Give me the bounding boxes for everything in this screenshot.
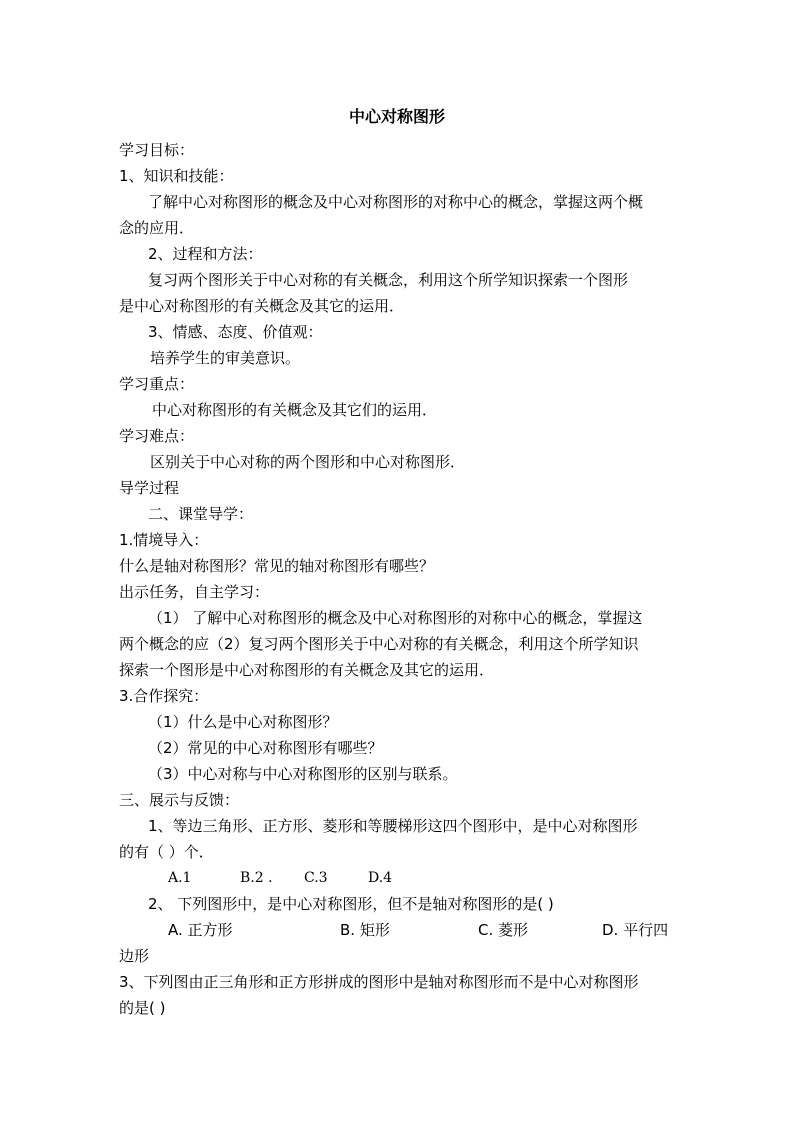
question-2-option-d: D. 平行四 [602, 921, 669, 939]
goal-2-text-cont: 是中心对称图形的有关概念及其它的运用． [119, 297, 405, 315]
task-text-cont-1: 两个概念的应（2）复习两个图形关于中心对称的有关概念，利用这个所学知识 [119, 635, 639, 653]
goal-1-text: 了解中心对称图形的概念及中心对称图形的对称中心的概念，掌握这两个概 [148, 193, 644, 211]
goals-heading: 学习目标： [119, 141, 195, 159]
question-1-option-a: A.1 [168, 870, 192, 886]
coop-heading: 3.合作探究： [119, 687, 209, 705]
key-points-heading: 学习重点： [119, 375, 195, 393]
goal-1-heading: 1、知识和技能： [119, 167, 234, 185]
intro-question: 什么是轴对称图形？常见的轴对称图形有哪些？ [119, 557, 435, 575]
difficulties-heading: 学习难点： [119, 427, 195, 445]
intro-heading: 1.情境导入： [119, 531, 209, 549]
goal-1-text-cont: 念的应用． [119, 219, 195, 237]
coop-question-3: （3）中心对称与中心对称图形的区别与联系。 [148, 765, 458, 783]
goal-3-text: 培养学生的审美意识。 [150, 349, 301, 367]
task-heading: 出示任务，自主学习： [119, 583, 270, 601]
question-2-option-c: C. 菱形 [478, 921, 529, 939]
question-2-option-d-wrap: 边形 [119, 947, 150, 965]
coop-question-1: （1）什么是中心对称图形？ [148, 713, 338, 731]
coop-question-2: （2）常见的中心对称图形有哪些？ [148, 739, 383, 757]
question-1-option-d: D.4 [368, 870, 393, 886]
question-2-option-a: A. 正方形 [168, 921, 233, 939]
question-1-option-b: B.2 . [240, 870, 273, 886]
difficulties-text: 区别关于中心对称的两个图形和中心对称图形． [150, 453, 466, 471]
process-heading: 导学过程 [119, 479, 180, 497]
question-1-text: 1、等边三角形、正方形、菱形和等腰梯形这四个图形中，是中心对称图形 [148, 817, 638, 835]
question-2-option-b: B. 矩形 [340, 921, 390, 939]
question-1-text-cont: 的有（ ）个． [119, 843, 214, 861]
key-points-text: 中心对称图形的有关概念及其它们的运用． [152, 401, 438, 419]
question-2-text: 2、 下列图形中，是中心对称图形，但不是轴对称图形的是( ) [148, 895, 554, 913]
task-text-cont-2: 探索一个图形是中心对称图形的有关概念及其它的运用． [119, 661, 495, 679]
goal-2-text: 复习两个图形关于中心对称的有关概念，利用这个所学知识探索一个图形 [148, 271, 629, 289]
question-1-option-c: C.3 [304, 870, 328, 886]
feedback-heading: 三、展示与反馈： [119, 791, 240, 809]
class-guide-heading: 二、课堂导学： [148, 505, 254, 523]
goal-2-heading: 2、过程和方法： [148, 245, 263, 263]
task-text: （1） 了解中心对称图形的概念及中心对称图形的对称中心的概念，掌握这 [148, 609, 643, 627]
question-3-text: 3、下列图由正三角形和正方形拼成的图形中是轴对称图形而不是中心对称图形 [119, 973, 639, 991]
question-3-text-cont: 的是( ) [119, 999, 166, 1017]
goal-3-heading: 3、情感、态度、价值观： [148, 323, 323, 341]
page-title: 中心对称图形 [348, 107, 445, 126]
